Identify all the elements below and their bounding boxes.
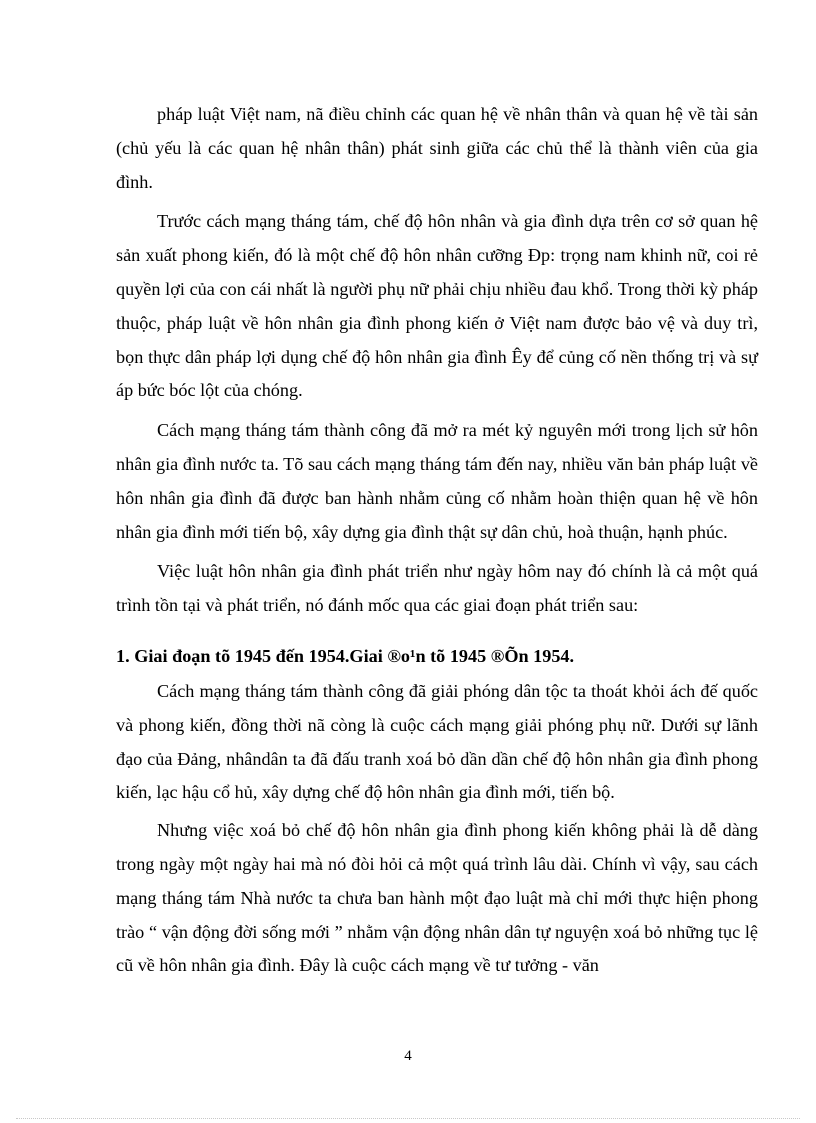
section-heading: 1. Giai đoạn tõ 1945 đến 1954.Giai ®o¹n tõ 1945 ®Õn 1954. <box>116 645 575 666</box>
paragraph-1: pháp luật Việt nam, nã điều chỉnh các quan hệ về nhân thân và quan hệ về tài sản (chủ yếu là các quan hệ nhân thân) phát sinh giữa các chủ thể là thành viên của gia đình. <box>116 104 758 192</box>
paragraph-4: Việc luật hôn nhân gia đình phát triển như ngày hôm nay đó chính là cả một quá trình tồn tại và phát triển, nó đánh mốc qua các giai đoạn phát triển sau: <box>116 561 758 616</box>
paragraph-5: Cách mạng tháng tám thành công đã giải phóng dân tộc ta thoát khỏi ách đế quốc và phong kiến, đồng thời nã còng là cuộc cách mạng giải phóng phụ nữ. Dưới sự lãnh đạo của Đảng, nhândân ta đã đấu tranh xoá bỏ dần dần chế độ hôn nhân gia đình phong kiến, lạc hậu cổ hủ, xây dựng chế độ hôn nhân gia đình mới, tiến bộ. <box>116 680 758 803</box>
page-number: 4 <box>404 1048 412 1064</box>
paragraph-3: Cách mạng tháng tám thành công đã mở ra mét kỷ nguyên mới trong lịch sử hôn nhân gia đình nước ta. Tõ sau cách mạng tháng tám đến nay, nhiều văn bản pháp luật về hôn nhân gia đình đã được ban hành nhằm củng cố nhằm hoàn thiện quan hệ về hôn nhân gia đình mới tiến bộ, xây dựng gia đình thật sự dân chủ, hoà thuận, hạnh phúc. <box>116 420 758 542</box>
paragraph-6: Nhưng việc xoá bỏ chế độ hôn nhân gia đình phong kiến không phải là dễ dàng trong ngày một ngày hai mà nó đòi hỏi cả một quá trình lâu dài. Chính vì vậy, sau cách mạng tháng tám Nhà nước ta chưa ban hành một đạo luật mà chỉ mới thực hiện phong trào “ vận động đời sống mới ” nhằm vận động nhân dân tự nguyện xoá bỏ những tục lệ cũ về hôn nhân gia đình. Đây là cuộc cách mạng về tư tưởng - văn <box>116 820 758 976</box>
page-bottom-divider <box>16 1118 800 1119</box>
paragraph-2: Trước cách mạng tháng tám, chế độ hôn nhân và gia đình dựa trên cơ sở quan hệ sản xuất phong kiến, đó là một chế độ hôn nhân cưỡng Đp: trọng nam khinh nữ, coi rẻ quyền lợi của con cái nhất là người phụ nữ phải chịu nhiều đau khổ. Trong thời kỳ pháp thuộc, pháp luật về hôn nhân gia đình phong kiến ở Việt nam được bảo vệ và duy trì, bọn thực dân pháp lợi dụng chế độ hôn nhân gia đình Êy để củng cố nền thống trị và sự áp bức bóc lột của chóng. <box>116 211 758 401</box>
body-text <box>116 98 758 983</box>
